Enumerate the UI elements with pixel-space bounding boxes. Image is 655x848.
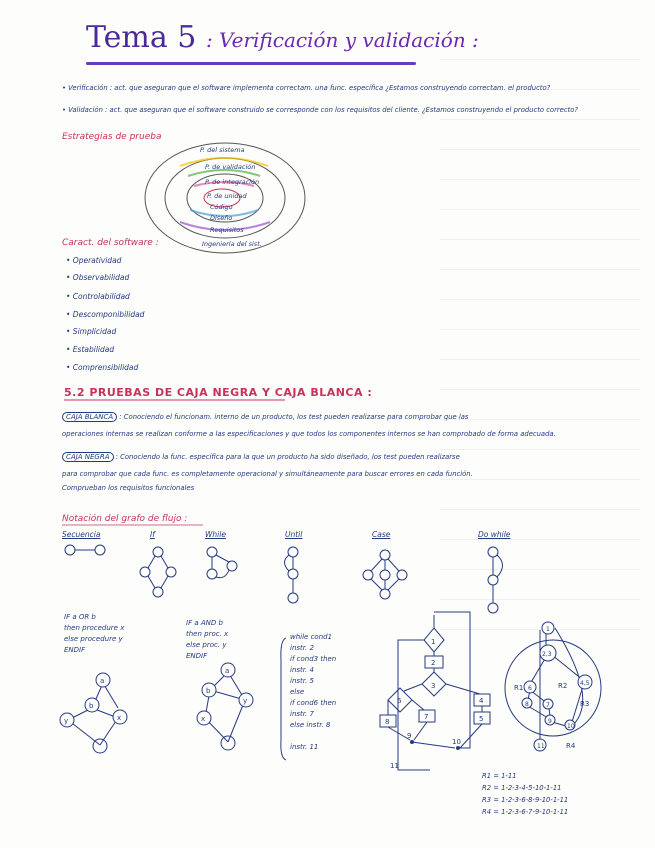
graph-node <box>288 569 298 579</box>
caja-blanca-line1 <box>62 412 468 422</box>
code-line: IF a OR b <box>64 613 96 621</box>
graph-node <box>227 561 237 571</box>
graph-node <box>380 570 390 580</box>
graph-node <box>140 567 150 577</box>
code-line: instr. 7 <box>290 710 314 718</box>
graph-edge <box>161 576 168 588</box>
flujo-heading: Notación del grafo de flujo : <box>62 514 188 524</box>
or-node-label: a <box>100 677 105 685</box>
title-main: Tema 5 <box>86 20 197 55</box>
ring-label: P. de integración <box>205 178 260 186</box>
code-line: IF a AND b <box>186 619 223 627</box>
graph-node-label: 11 <box>537 743 545 750</box>
graph-edge <box>388 559 399 571</box>
graph-node-label: 9 <box>548 718 552 725</box>
flow-num: 11 <box>390 762 399 770</box>
code-line: ENDIF <box>64 646 86 654</box>
caja-blanca-label: CAJA BLANCA <box>62 412 117 422</box>
ring-label: Diseño <box>210 214 233 222</box>
graph-type-label: Until <box>285 530 303 539</box>
and-node-label: b <box>206 687 211 695</box>
flow-num: 4 <box>479 697 484 705</box>
code-line: else procedure y <box>64 635 123 643</box>
flow-edge <box>446 684 480 694</box>
flow-edge <box>414 722 427 740</box>
code-line: if cond3 then <box>290 655 337 663</box>
graph-node <box>397 570 407 580</box>
graph-node <box>488 603 498 613</box>
code-line: then proc. x <box>186 630 229 638</box>
graph-node <box>166 567 176 577</box>
caracteristica-item: • Descomponibilidad <box>66 310 145 319</box>
caja-negra-line2: para comprobar que cada func. es completamente operacional y simultáneamente para buscar errores en cada función. <box>62 470 473 478</box>
code-line: else instr. 8 <box>290 721 331 729</box>
code-line: while cond1 <box>290 633 333 641</box>
flow-edge <box>412 742 455 748</box>
estrategias-heading: Estrategias de prueba <box>62 132 162 142</box>
flow-num: 9 <box>407 732 412 740</box>
or-node-end <box>93 739 107 753</box>
code-line: instr. 11 <box>290 743 319 751</box>
caracteristica-item: • Comprensibilidad <box>66 363 139 372</box>
flow-num: 6 <box>397 697 402 705</box>
graph-node <box>380 589 390 599</box>
caja-negra-text: : Conociendo la func. específica para la que un producto ha sido diseñado, los test pueden realizarse <box>115 453 460 461</box>
graph-node <box>488 575 498 585</box>
or-code <box>64 612 124 656</box>
graph-edge <box>371 559 382 571</box>
graph-node <box>153 587 163 597</box>
caracteristica-item: • Simplicidad <box>66 327 117 336</box>
graph-edge <box>530 657 546 684</box>
title-sub: : Verificación y validación : <box>205 28 479 52</box>
graph-edge <box>371 579 382 590</box>
caracteristica-item: • Estabilidad <box>66 345 115 354</box>
or-node-label: b <box>89 702 94 710</box>
code-bracket <box>281 638 286 760</box>
flow-num: 1 <box>431 638 436 646</box>
caracteristicas-heading: Caract. del software : <box>62 238 159 248</box>
code-line: if cond6 then <box>290 699 337 707</box>
region-label: R1 <box>514 684 524 692</box>
or-node-label: x <box>117 714 122 722</box>
code-line: instr. 2 <box>290 644 314 652</box>
ring-label: P. de unidad <box>207 192 247 200</box>
graph-node <box>207 547 217 557</box>
flow-loop-back <box>434 612 470 748</box>
flow-num: 10 <box>452 738 461 746</box>
caracteristica-item: • Observabilidad <box>66 273 130 282</box>
graph-edge <box>148 556 155 568</box>
graph-node-label: 1 <box>546 626 550 633</box>
ring-label: P. de validación <box>205 163 256 171</box>
graph-type-label: Secuencia <box>62 530 101 539</box>
graph-edge <box>216 555 229 562</box>
ring-label: P. del sistema <box>200 146 245 154</box>
graph-edge <box>497 555 503 577</box>
graph-edge <box>161 556 168 568</box>
code-line: instr. 5 <box>290 677 314 685</box>
code-line <box>290 731 336 742</box>
graph-node-label: 10 <box>567 723 575 730</box>
or-node-label: y <box>64 717 69 725</box>
flow-edge <box>460 724 482 748</box>
graph-node-label: 4,5 <box>580 680 590 687</box>
graph-edge <box>285 555 290 571</box>
code-line: then procedure x <box>64 624 125 632</box>
and-node-label: a <box>225 667 230 675</box>
graph-node-label: 6 <box>528 685 532 692</box>
flow-num: 3 <box>431 682 436 690</box>
caja-negra-label: CAJA NEGRA <box>62 452 114 462</box>
path-r2: R2 = 1-2-3-4-5-10-1-11 <box>482 784 562 792</box>
program-code <box>290 632 336 753</box>
caja-blanca-line2: operaciones internas se realizan conforme a las especificaciones y que todos los componentes internos se han comprobado de forma adecuada. <box>62 430 556 438</box>
graph-node <box>153 547 163 557</box>
path-r1: R1 = 1-11 <box>482 772 517 780</box>
and-code <box>186 618 228 662</box>
graph-edge <box>216 570 229 578</box>
graph-node-label: 7 <box>546 702 550 709</box>
and-node-label: x <box>201 715 206 723</box>
code-line: instr. 4 <box>290 666 314 674</box>
graph-node-label: 2,3 <box>542 651 552 658</box>
flow-num: 2 <box>431 659 436 667</box>
graph-type-label: While <box>205 530 226 539</box>
graph-node <box>95 545 105 555</box>
graph-edge <box>388 579 399 590</box>
region-label: R3 <box>580 700 590 708</box>
graph-type-label: Case <box>372 530 391 539</box>
path-r4: R4 = 1-2-3-6-7-9-10-1-11 <box>482 808 569 816</box>
caracteristica-item: • Operatividad <box>66 256 122 265</box>
flow-edge <box>412 700 424 710</box>
region-label: R2 <box>558 682 568 690</box>
graph-node <box>380 550 390 560</box>
definition-verificacion: • Verificación : act. que aseguran que el software implementa correctam. una func. específica ¿Estamos construyendo correctam. el producto? <box>62 84 551 92</box>
flow-num: 8 <box>385 718 390 726</box>
region-label: R4 <box>566 742 576 750</box>
graph-node-label: 8 <box>525 701 529 708</box>
graph-node <box>363 570 373 580</box>
and-node-label: y <box>243 697 248 705</box>
and-node-end <box>221 736 235 750</box>
caja-negra-line1 <box>62 452 460 462</box>
caracteristica-item: • Controlabilidad <box>66 292 130 301</box>
code-line: else <box>290 688 305 696</box>
ring-label: Requisitos <box>210 226 244 234</box>
graph-type-label: If <box>150 530 155 539</box>
section-52-heading: 5.2 PRUEBAS DE CAJA NEGRA Y CAJA BLANCA : <box>64 386 373 399</box>
code-line: else proc. y <box>186 641 227 649</box>
graph-edge <box>148 576 155 588</box>
path-r3: R3 = 1-2-3-6-8-9-10-1-11 <box>482 796 569 804</box>
flow-num: 7 <box>424 713 429 721</box>
flow-num: 5 <box>479 715 484 723</box>
graph-node <box>288 593 298 603</box>
ring-label: Código <box>210 203 233 211</box>
graph-node <box>288 547 298 557</box>
flow-edge <box>404 684 422 691</box>
graph-node <box>65 545 75 555</box>
graph-node <box>488 547 498 557</box>
ring-label: Ingeniería del sist. <box>202 240 262 248</box>
graph-type-label: Do while <box>478 530 511 539</box>
caja-negra-line3: Comprueban los requisitos funcionales <box>62 484 195 492</box>
definition-validacion: • Validación : act. que aseguran que el software construido se corresponde con los requisitos del cliente. ¿Estamos construyendo el producto correcto? <box>62 106 579 114</box>
caja-blanca-text: : Conociendo el funcionam. interno de un producto, los test pueden realizarse para comprobar que las <box>119 413 469 421</box>
graph-node <box>207 569 217 579</box>
code-line: ENDIF <box>186 652 208 660</box>
